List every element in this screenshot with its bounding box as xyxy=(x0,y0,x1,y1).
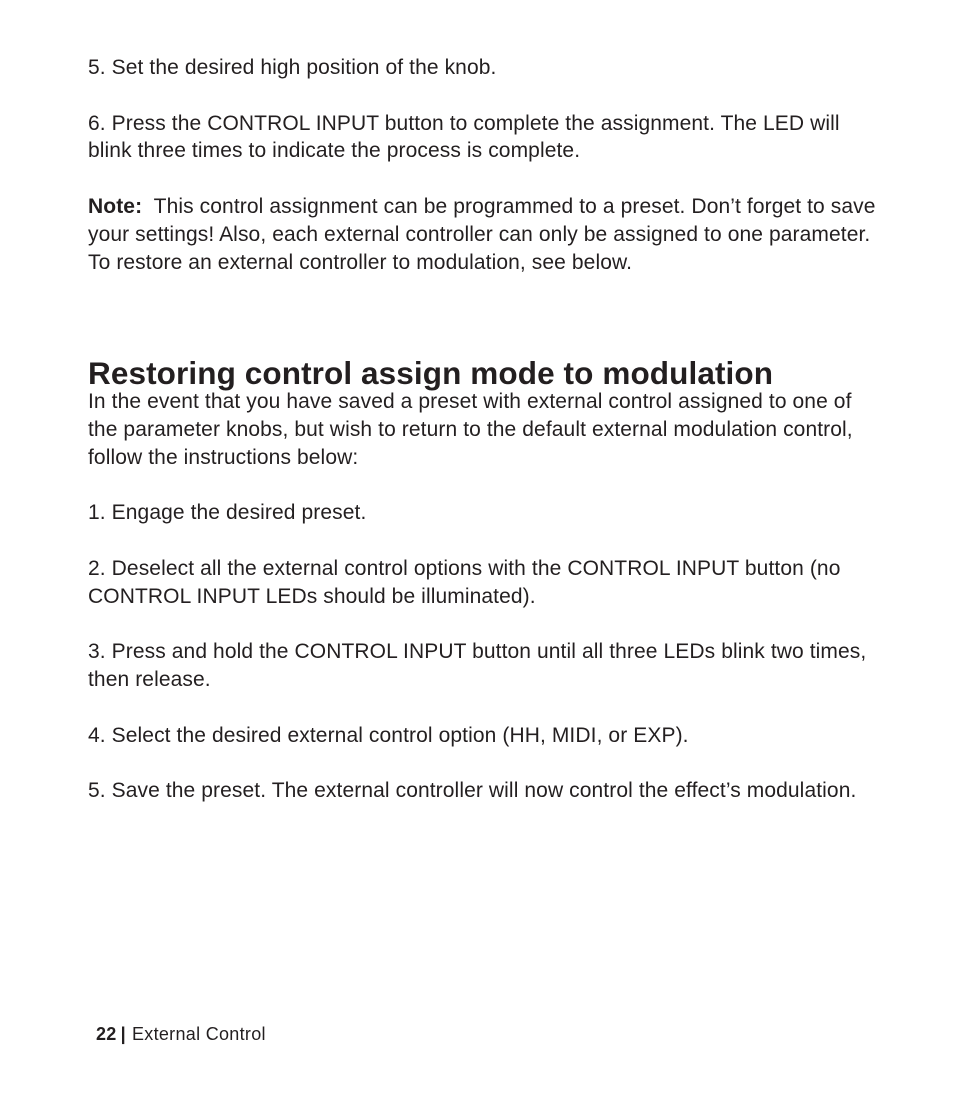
note-text: This control assignment can be programmed to a preset. Don’t forget to save your settings! Also, each external controller can only be assigned to one parameter. To restore an external controller to modulation, see below. xyxy=(88,194,876,274)
footer-separator: | xyxy=(120,1024,126,1044)
footer-section-title: External Control xyxy=(131,1024,266,1044)
step-item: 3. Press and hold the CONTROL INPUT button until all three LEDs blink two times, then release. xyxy=(88,640,867,691)
section-heading: Restoring control assign mode to modulation xyxy=(88,355,774,392)
page-footer xyxy=(96,1022,266,1046)
step-item: 2. Deselect all the external control options with the CONTROL INPUT button (no CONTROL INPUT LEDs should be illuminated). xyxy=(88,556,841,608)
step-item: 5. Set the desired high position of the knob. xyxy=(88,56,497,79)
section-spacer xyxy=(88,304,878,360)
step-item: 6. Press the CONTROL INPUT button to complete the assignment. The LED will blink three times to indicate the process is complete. xyxy=(88,111,840,163)
section-intro: In the event that you have saved a preset with external control assigned to one of the parameter knobs, but wish to return to the default external modulation control, follow the instructions below: xyxy=(88,389,853,469)
note-label: Note: xyxy=(88,194,143,218)
note-paragraph xyxy=(88,193,878,276)
step-item: 1. Engage the desired preset. xyxy=(88,501,367,525)
page-body xyxy=(88,54,878,833)
page-number: 22 xyxy=(96,1024,117,1044)
step-item: 4. Select the desired external control option (HH, MIDI, or EXP). xyxy=(88,723,689,747)
step-item: 5. Save the preset. The external controller will now control the effect’s modulation. xyxy=(88,779,857,803)
